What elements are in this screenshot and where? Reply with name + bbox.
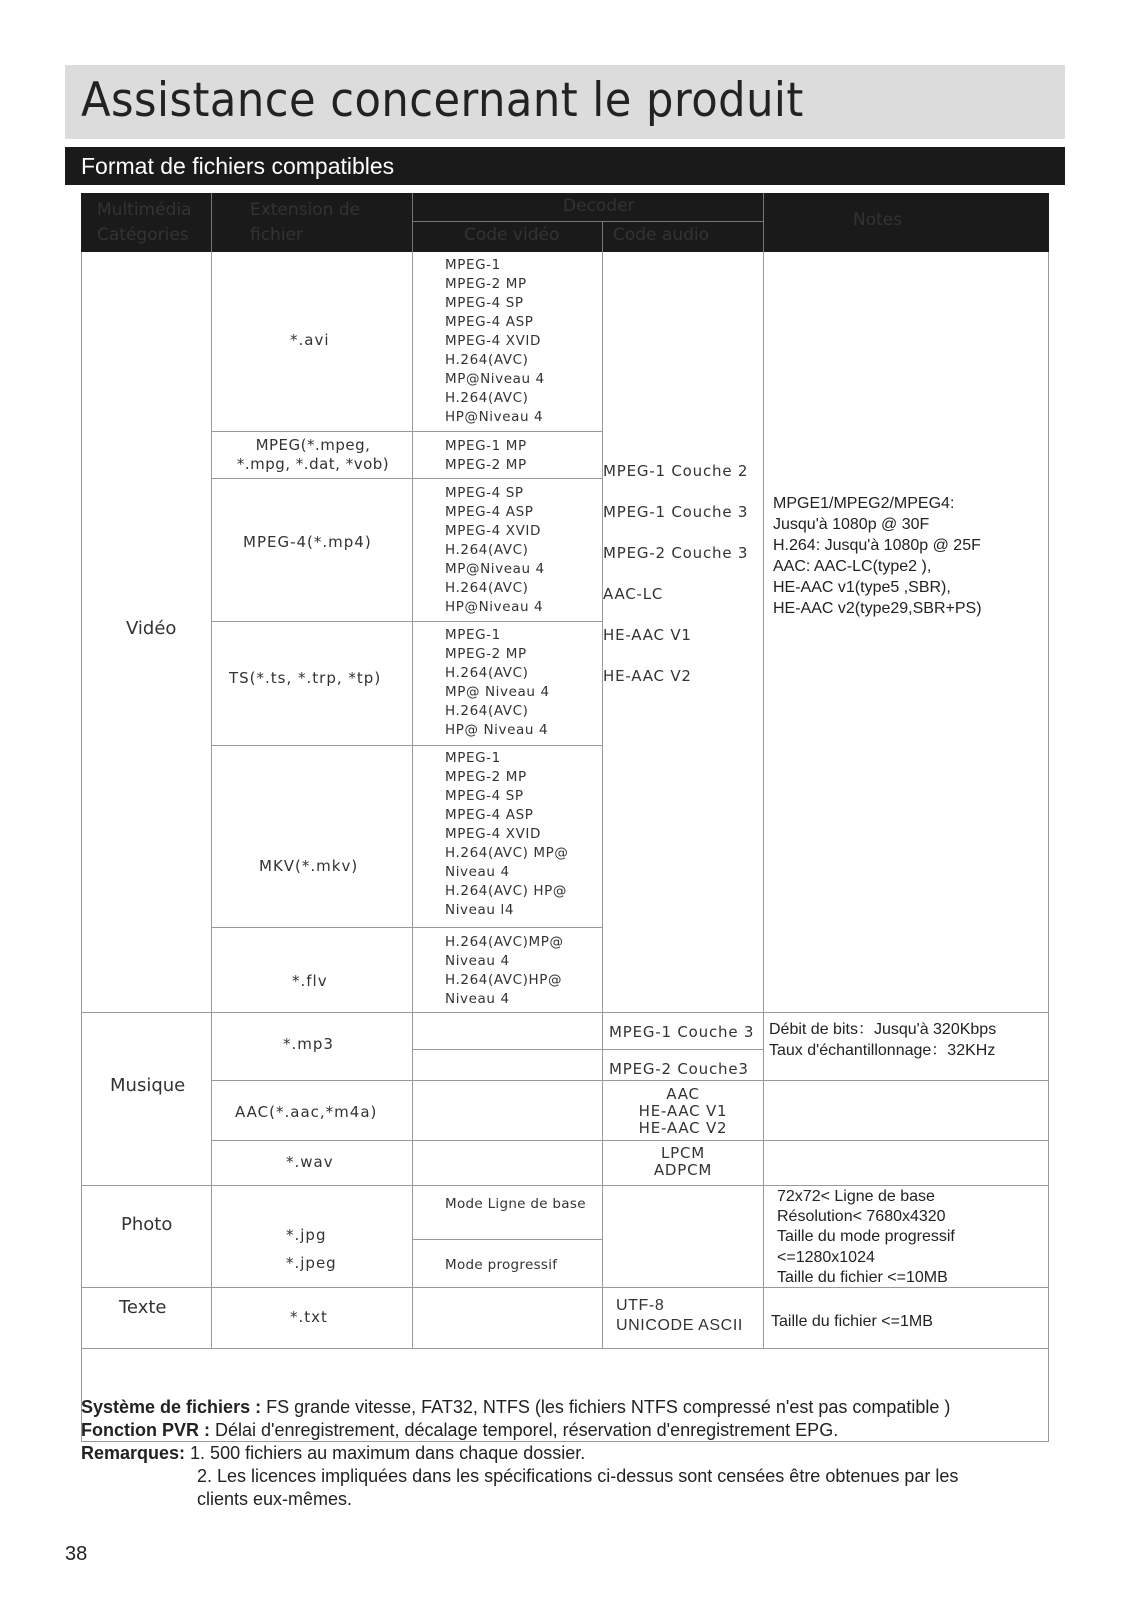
codes-avi: MPEG-1 MPEG-2 MP MPEG-4 SP MPEG-4 ASP MPEG-4 XVID H.264(AVC) MP@Niveau 4 H.264(AVC) HP@Niveau 4 [445,257,545,425]
row-line [412,1049,763,1050]
codes-flv: H.264(AVC)MP@ Niveau 4 H.264(AVC)HP@ Niveau 4 [445,934,564,1007]
row-line [81,1185,1049,1186]
audio-aac: AAC HE-AAC V1 HE-AAC V2 [638,1085,728,1137]
ext-mp4: MPEG-4(*.mp4) [243,533,372,551]
header-notes: Notes [853,210,903,230]
header-extension: Extension de fichier [250,200,361,245]
formats-table [81,193,1049,1473]
row-line [211,431,602,432]
audio-wav: LPCM ADPCM [653,1144,713,1179]
page-title: Assistance concernant le produit [81,73,804,128]
remark-2: 2. Les licences impliquées dans les spécifications ci-dessus sont censées être obtenues par les clients eux-mêmes. [197,1466,959,1509]
remarks-line [81,1442,1061,1465]
codes-mpeg: MPEG-1 MP MPEG-2 MP [445,438,527,473]
column-line [763,252,764,1348]
row-line [211,745,602,746]
row-line [211,1140,1049,1141]
ext-ts: TS(*.ts, *.trp, *tp) [229,669,382,687]
section-title-bar [65,147,1065,185]
column-line [211,252,212,1348]
ext-mpeg: MPEG(*.mpeg, *.mpg, *.dat, *vob) [236,436,390,473]
header-divider [412,221,763,222]
row-line [81,1012,1049,1013]
header-decoder: Decoder [563,196,635,216]
codes-mkv: MPEG-1 MPEG-2 MP MPEG-4 SP MPEG-4 ASP MPEG-4 XVID H.264(AVC) MP@ Niveau 4 H.264(AVC) HP@ Niveau l4 [445,750,569,918]
row-line [211,927,602,928]
footer-notes [81,1396,1061,1511]
codes-ts: MPEG-1 MPEG-2 MP H.264(AVC) MP@ Niveau 4 H.264(AVC) HP@ Niveau 4 [445,627,550,738]
row-line [211,621,602,622]
ext-mp3: *.mp3 [283,1035,334,1053]
header-audio-code: Code audio [613,225,710,245]
category-music: Musique [110,1075,186,1096]
notes-music: Débit de bits：Jusqu'à 320Kbps Taux d'échantillonnage：32KHz [769,1021,997,1059]
category-video: Vidéo [126,618,177,639]
filesystem-label: Système de fichiers : [81,1397,262,1417]
page-number: 38 [65,1543,88,1565]
pvr-line [81,1419,1061,1442]
ext-avi: *.avi [290,331,330,349]
mode-baseline: Mode Ligne de base [445,1196,586,1212]
mode-progressive: Mode progressif [445,1257,558,1273]
ext-mkv: MKV(*.mkv) [259,857,359,875]
table-border [1048,252,1049,1442]
pvr-value: Délai d'enregistrement, décalage temporel, réservation d'enregistrement EPG. [210,1420,839,1440]
notes-video: MPGE1/MPEG2/MPEG4: Jusqu'à 1080p @ 30F H.264: Jusqu'à 1080p @ 25F AAC: AAC-LC(type2 ), HE-AAC v1(type5 ,SBR), HE-AAC v2(type29,SBR+PS) [773,495,982,617]
column-line [412,252,413,1348]
pvr-label: Fonction PVR : [81,1420,210,1440]
ext-flv: *.flv [292,972,328,990]
header-video-code: Code vidéo [464,225,560,245]
row-line [211,1080,1049,1081]
header-divider [763,193,764,252]
remarks-label: Remarques: [81,1443,186,1463]
column-line [602,252,603,1348]
header-divider [211,193,212,252]
audio-text: UTF-8 UNICODE ASCII [616,1297,743,1334]
header-divider [602,222,603,252]
audio-mp3-2: MPEG-2 Couche3 [609,1060,749,1078]
row-line [211,478,602,479]
row-line [81,1348,1049,1349]
category-text: Texte [119,1297,167,1318]
header-divider [412,193,413,252]
page-title-bar [65,65,1065,139]
ext-txt: *.txt [290,1308,328,1326]
ext-photo: *.jpg *.jpeg [286,1226,337,1272]
remark-1: 1. 500 fichiers au maximum dans chaque dossier. [185,1443,586,1463]
category-photo: Photo [121,1214,173,1235]
filesystem-line [81,1396,1061,1419]
audio-mp3-1: MPEG-1 Couche 3 [609,1023,755,1041]
ext-aac: AAC(*.aac,*m4a) [235,1103,378,1121]
header-categories: Multimédia Catégories [97,200,192,245]
audio-video: MPEG-1 Couche 2 MPEG-1 Couche 3 MPEG-2 Couche 3 AAC-LC HE-AAC V1 HE-AAC V2 [603,462,749,685]
notes-photo: 72x72< Ligne de base Résolution< 7680x4320 Taille du mode progressif <=1280x1024 Taille du fichier <=10MB [777,1188,955,1286]
section-title: Format de fichiers compatibles [81,153,395,179]
codes-mp4: MPEG-4 SP MPEG-4 ASP MPEG-4 XVID H.264(AVC) MP@Niveau 4 H.264(AVC) HP@Niveau 4 [445,485,545,615]
notes-text: Taille du fichier <=1MB [771,1313,933,1330]
filesystem-value: FS grande vitesse, FAT32, NTFS (les fichiers NTFS compressé n'est pas compatible ) [261,1397,951,1417]
row-line [412,1239,602,1240]
ext-wav: *.wav [286,1153,334,1171]
table-border [81,252,82,1442]
